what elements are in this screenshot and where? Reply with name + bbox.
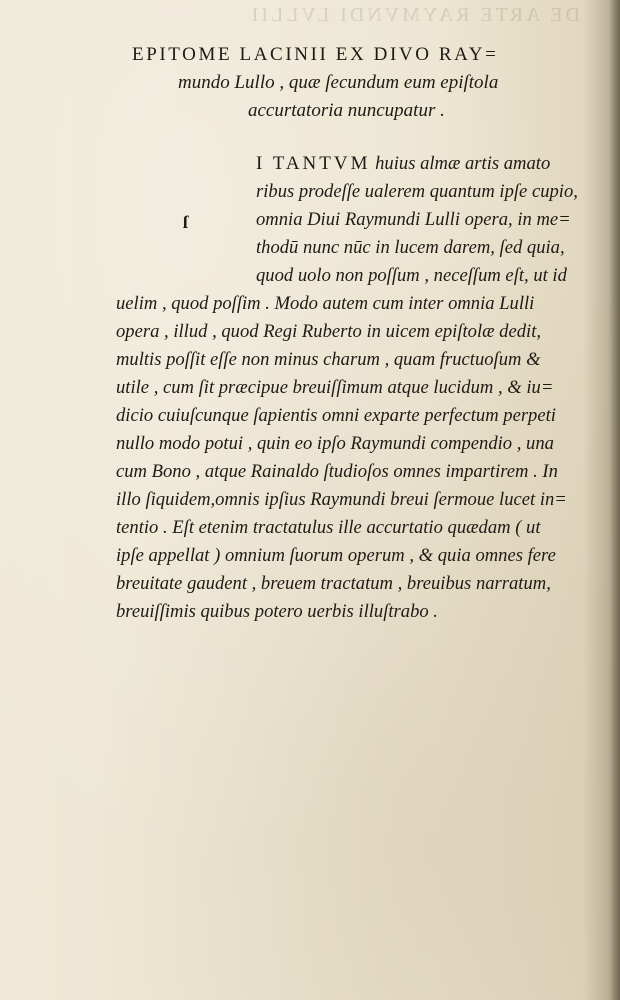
text-line-7: opera , illud , quod Regi Ruberto in uicem epiſtolæ dedit, — [116, 321, 542, 342]
text-line-12: cum Bono , atque Rainaldo ſtudioſos omnes impartirem . In — [116, 461, 558, 482]
line-1-rest: huius almæ artis amato — [370, 153, 551, 174]
text-line-9: utile , cum ſit præcipue breuiſſimum atque lucidum , & iu= — [116, 377, 554, 398]
text-line-8: multis poſſit eſſe non minus charum , quam fructuoſum & — [116, 349, 541, 370]
text-line-3: omnia Diui Raymundi Lulli opera, in me= — [256, 209, 571, 230]
text-line-1 — [256, 150, 550, 178]
heading-line-1: EPITOME LACINII EX DIVO RAY= — [132, 44, 499, 65]
text-line-14: tentio . Eſt etenim tractatulus ille accurtatio quædam ( ut — [116, 517, 541, 538]
bleed-through-text: DE ARTE RAYMVNDI LVLLII — [248, 4, 580, 26]
text-line-15: ipſe appellat ) omnium ſuorum operum , & quia omnes fere — [116, 545, 556, 566]
heading-line-2: mundo Lullo , quæ ſecundum eum epiſtola — [178, 72, 499, 93]
heading-line-3: accurtatoria nuncupatur . — [248, 100, 445, 121]
text-line-5: quod uolo non poſſum , neceſſum eſt, ut id — [256, 265, 567, 286]
text-line-17: breuiſſimis quibus potero uerbis illuſtrabo . — [116, 601, 438, 622]
text-line-16: breuitate gaudent , breuem tractatum , breuibus narratum, — [116, 573, 551, 594]
text-line-10: dicio cuiuſcunque ſapientis omni exparte perfectum perpeti — [116, 405, 556, 426]
text-line-6: uelim , quod poſſim . Modo autem cum inter omnia Lulli — [116, 293, 535, 314]
text-line-2: ribus prodeſſe ualerem quantum ipſe cupio, — [256, 181, 578, 202]
page-edge-shadow — [610, 0, 620, 1000]
initial-caps: I TANTVM — [256, 153, 371, 174]
text-line-4: thodū nunc nūc in lucem darem, ſed quia, — [256, 237, 565, 258]
margin-mark: ſ — [183, 212, 189, 232]
text-line-13: illo ſiquidem,omnis ipſius Raymundi breui ſermoue lucet in= — [116, 489, 567, 510]
text-line-11: nullo modo potui , quin eo ipſo Raymundi compendio , una — [116, 433, 554, 454]
